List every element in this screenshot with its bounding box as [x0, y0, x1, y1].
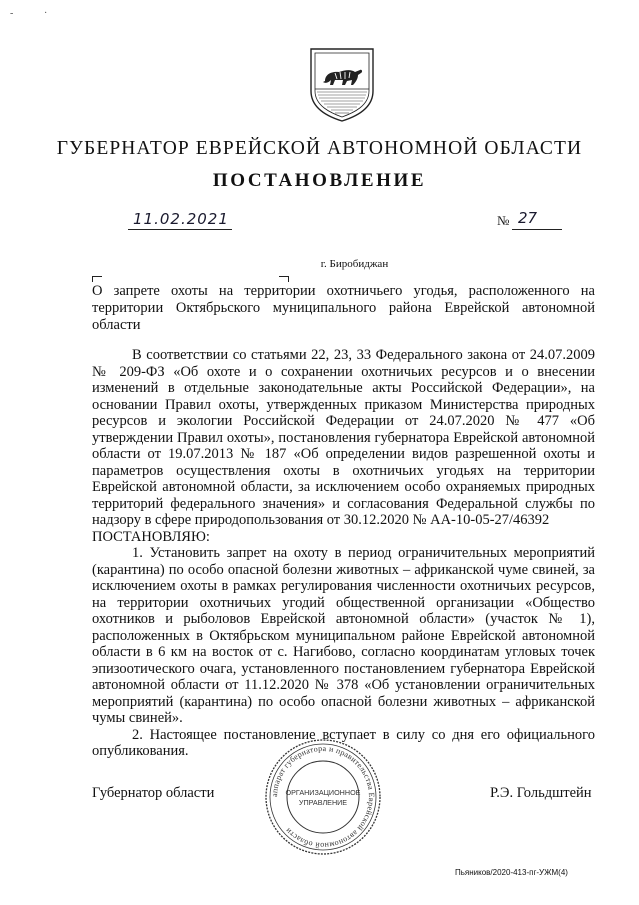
subject-bracket-left	[92, 276, 102, 282]
resolve-heading: ПОСТАНОВЛЯЮ:	[92, 528, 210, 545]
document-type: ПОСТАНОВЛЕНИЕ	[212, 170, 427, 191]
number-underline	[512, 229, 562, 230]
subject-bracket-right	[279, 276, 289, 282]
date-underline	[128, 229, 232, 230]
document-body	[92, 347, 595, 760]
preamble-paragraph: В соответствии со статьями 22, 23, 33 Федерального закона от 24.07.2009 № 209-ФЗ «Об охоте и о сохранении охотничьих ресурсов и о внесении изменений в отдельные законодательные акты Российской Федерации», на основании Правил охоты, утвержденных приказом Министерства природных ресурсов и экологии Российской Федерации от 24.07.2020 № 477 «Об утверждении Правил охоты», постановления губернатора Еврейской автономной области от 19.07.2013 № 187 «Об определении видов разрешенной охоты и параметров осуществления охоты в охотничьих угодьях на территории Еврейской автономной области, за исключением особо охраняемых природных территорий федерального значения» и согласования Федеральной службы по надзору в сфере природопользования от 30.12.2020 № АА-10-05-27/46392	[92, 347, 595, 528]
signatory-name: Р.Э. Гольдштейн	[490, 785, 592, 801]
corner-mark-left: -	[10, 8, 14, 19]
number-label: №	[497, 213, 510, 228]
signatory-position: Губернатор области	[92, 785, 215, 801]
clause-2: 2. Настоящее постановление вступает в силу со дня его официального опубликования.	[92, 726, 595, 759]
stamp-center-line2: УПРАВЛЕНИЕ	[298, 798, 348, 807]
official-stamp	[263, 737, 383, 857]
document-subject: О запрете охоты на территории охотничьего угодья, расположенного на территории Октябрьского муниципального района Еврейской автономной области	[92, 283, 595, 333]
svg-text:аппарат губернатора и правител	[270, 744, 376, 850]
clause-1: 1. Установить запрет на охоту в период ограничительных мероприятий (карантина) по особо опасной болезни животных – африканской чуме свиней, за исключением охоты в рамках регулирования численности охотничьих ресурсов, на территории охотничьих угодий общественной организации «Общество охотников и рыболовов Еврейской автономной области» (участок № 1), расположенных в Октябрьском муниципальном районе Еврейской автономной области в 6 км на восток от с. Нагибово, согласно координатам угловых точек эпизоотического очага, установленного постановлением губернатора Еврейской автономной области от 11.12.2020 № 378 «Об установлении ограничительных мероприятий (карантина) по особо опасной болезни животных – африканской чумы свиней».	[92, 545, 595, 726]
stamp-ring-text: аппарат губернатора и правительства Еврейской автономной области	[269, 743, 377, 851]
issuer-title: ГУБЕРНАТОР ЕВРЕЙСКОЙ АВТОНОМНОЙ ОБЛАСТИ	[56, 138, 583, 159]
document-number: 27	[518, 209, 538, 227]
footer-code: Пьяников/2020-413-пг-УЖМ(4)	[455, 868, 568, 877]
city-line: г. Биробиджан	[320, 258, 389, 270]
document-date: 11.02.2021	[133, 210, 229, 228]
coat-of-arms-emblem	[305, 45, 379, 123]
stamp-center-line1: ОРГАНИЗАЦИОННОЕ	[285, 788, 361, 797]
corner-mark-right: ·	[44, 8, 48, 19]
